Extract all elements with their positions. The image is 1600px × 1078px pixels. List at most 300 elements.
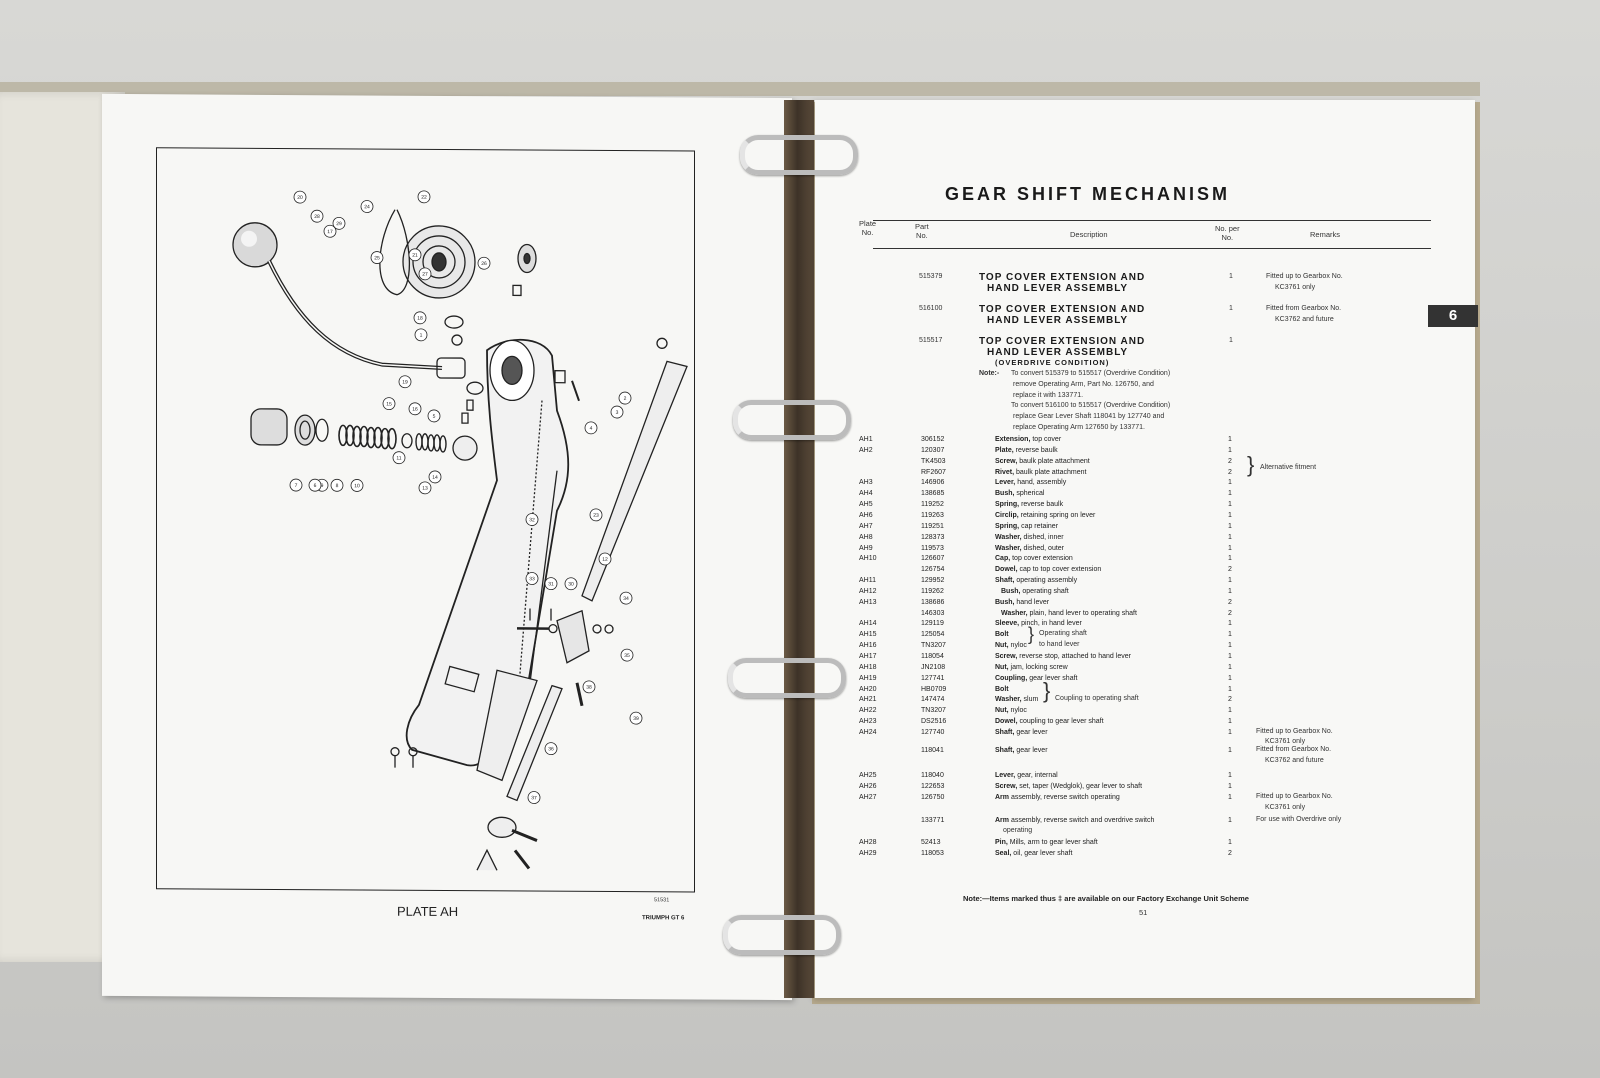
part-description: Bush, hand lever	[995, 598, 1050, 606]
part-name: Pin,	[995, 839, 1008, 846]
part-description: Spring, cap retainer	[995, 522, 1059, 530]
part-description-cont: operating	[1003, 827, 1033, 834]
plate-no: AH10	[859, 555, 877, 563]
part-name: Plate,	[995, 446, 1014, 454]
table-row	[815, 564, 1475, 575]
table-row	[815, 434, 1475, 445]
part-no: 125054	[921, 631, 945, 639]
part-name: Lever,	[995, 479, 1016, 487]
part-no: 306152	[921, 436, 945, 443]
table-row	[815, 510, 1475, 521]
table-row	[815, 781, 1475, 792]
part-name: Circlip,	[995, 511, 1019, 519]
callout-27	[419, 268, 431, 280]
assembly-title-line: HAND LEVER ASSEMBLY	[987, 347, 1129, 358]
table-row	[815, 521, 1475, 532]
part-no: 129119	[921, 620, 944, 628]
page-number: 51	[1139, 908, 1148, 917]
part-name: Washer,	[995, 696, 1022, 704]
plate-no: AH25	[859, 772, 877, 779]
plate-no: AH28	[859, 839, 877, 846]
page-title: GEAR SHIFT MECHANISM	[945, 184, 1230, 204]
part-no: 118053	[921, 850, 944, 857]
plate-no: AH22	[859, 707, 877, 715]
part-description: Lever, gear, internal	[995, 772, 1058, 779]
book-name: TRIUMPH GT 6	[642, 915, 685, 922]
table-row	[815, 618, 1475, 629]
part-qty: 1	[1228, 663, 1232, 671]
part-remark: Fitted up to Gearbox No.	[1256, 727, 1333, 735]
callout-28	[311, 210, 323, 222]
top-cover-extension	[407, 339, 569, 766]
part-qty: 1	[1228, 533, 1232, 541]
part-qty: 2	[1228, 850, 1232, 857]
callout-31	[545, 578, 557, 590]
part-no: 138686	[921, 598, 945, 606]
part-description: Nut, nyloc	[995, 707, 1027, 715]
part-description	[995, 629, 1009, 640]
part-name: Arm	[995, 817, 1010, 824]
part-name: Bolt	[995, 631, 1009, 639]
note-line: replace Gear Lever Shaft 118041 by 127740 and	[1013, 413, 1165, 421]
svg-text:31: 31	[548, 581, 554, 588]
svg-text:25: 25	[374, 255, 380, 262]
part-remark: KC3761 only	[1265, 738, 1306, 746]
operating-shaft	[582, 361, 687, 602]
callout-34	[620, 592, 632, 604]
plate-no: AH12	[859, 587, 877, 595]
callout-8	[331, 479, 343, 491]
part-name: Arm	[995, 794, 1010, 801]
part-no: 127740	[921, 728, 945, 736]
part-description: Bush, spherical	[995, 490, 1045, 498]
svg-text:2: 2	[623, 395, 627, 402]
part-remark: Fitted from Gearbox No.	[1256, 746, 1332, 753]
part-no: 133771	[921, 817, 945, 824]
right-page-parts-list	[815, 100, 1475, 998]
part-no: 120307	[921, 446, 945, 454]
part-name: Dowel,	[995, 566, 1018, 574]
svg-text:39: 39	[633, 715, 639, 722]
part-name: Screw,	[995, 653, 1018, 660]
part-no: 147474	[921, 696, 945, 704]
plate-no: AH4	[859, 490, 873, 498]
spring-coil	[339, 425, 396, 448]
part-qty: 1	[1228, 772, 1232, 779]
part-description: Lever, hand, assembly	[995, 479, 1067, 487]
callout-16	[409, 403, 421, 415]
part-no: 127741	[921, 674, 945, 682]
svg-text:20: 20	[297, 194, 303, 201]
assembly-part-no: 516100	[919, 305, 943, 312]
plate-label: PLATE AH	[397, 903, 459, 920]
note-line: replace Operating Arm 127650 by 133771.	[1013, 424, 1145, 431]
part-qty: 1	[1228, 718, 1232, 726]
callout-4	[585, 422, 597, 434]
svg-text:35: 35	[624, 652, 630, 659]
svg-text:10: 10	[354, 483, 360, 490]
table-row	[815, 608, 1475, 619]
svg-text:14: 14	[432, 474, 438, 481]
assembly-title-line: HAND LEVER ASSEMBLY	[987, 315, 1129, 326]
part-no: 138685	[921, 490, 945, 498]
part-remark: Fitted up to Gearbox No.	[1256, 793, 1333, 800]
plate-no: AH27	[859, 794, 877, 801]
callout-19	[399, 376, 411, 388]
plate-no: AH7	[859, 522, 873, 530]
part-description: Screw, reverse stop, attached to hand lever	[995, 653, 1131, 660]
part-no: RF2607	[921, 468, 946, 476]
part-description: Cap, top cover extension	[995, 555, 1073, 563]
callout-32	[526, 513, 538, 525]
part-qty: 2	[1228, 468, 1232, 476]
plate-no: AH24	[859, 728, 877, 736]
svg-text:12: 12	[602, 556, 608, 563]
table-row	[815, 651, 1475, 662]
part-qty: 1	[1228, 674, 1232, 682]
part-no: 126754	[921, 566, 945, 574]
part-name: Bolt	[995, 685, 1009, 693]
part-no: 119252	[921, 501, 944, 509]
part-description: Pin, Mills, arm to gear lever shaft	[995, 839, 1098, 846]
brace-coupling: }	[1043, 678, 1051, 703]
table-row	[815, 499, 1475, 510]
part-no: JN2108	[921, 663, 946, 671]
header-rule-top	[873, 220, 1431, 221]
part-qty: 1	[1228, 501, 1232, 509]
callout-13	[419, 482, 431, 494]
plate-no: AH13	[859, 598, 877, 606]
part-qty: 1	[1228, 555, 1232, 563]
part-qty: 1	[1228, 511, 1232, 519]
assembly-title-line: HAND LEVER ASSEMBLY	[987, 283, 1129, 294]
part-qty: 2	[1228, 598, 1232, 606]
part-description: Sleeve, pinch, in hand lever	[995, 620, 1082, 628]
part-qty: 1	[1228, 577, 1232, 585]
svg-text:38: 38	[586, 684, 592, 691]
svg-text:19: 19	[402, 379, 408, 386]
left-page-plate	[102, 94, 792, 1000]
callout-6	[309, 479, 321, 491]
part-no: 119263	[921, 511, 944, 519]
callout-23	[590, 509, 602, 521]
plate-no: AH9	[859, 544, 873, 552]
table-row	[815, 575, 1475, 586]
part-qty: 1	[1228, 642, 1232, 650]
part-name: Washer,	[995, 544, 1022, 552]
table-row	[815, 553, 1475, 564]
plate-no: AH8	[859, 533, 873, 541]
part-name: Screw,	[995, 783, 1018, 790]
svg-text:3: 3	[615, 409, 619, 416]
note-line: remove Operating Arm, Part No. 126750, and	[1013, 380, 1154, 388]
cap-part	[251, 409, 287, 445]
plate-no: AH20	[859, 685, 877, 693]
exploded-diagram	[157, 148, 694, 891]
svg-text:30: 30	[568, 581, 574, 588]
part-no: DS2516	[921, 718, 947, 726]
part-qty: 2	[1228, 566, 1232, 574]
part-remark: KC3761 only	[1265, 803, 1306, 811]
brace-operating: }	[1028, 624, 1035, 644]
plate-no: AH19	[859, 674, 877, 682]
part-no: HB0709	[921, 685, 947, 693]
table-row	[815, 532, 1475, 543]
part-name: Shaft,	[995, 747, 1015, 754]
table-row	[815, 727, 1475, 738]
part-description: Coupling, gear lever shaft	[995, 674, 1078, 682]
part-name: Washer,	[1001, 609, 1028, 617]
part-name: Cap,	[995, 555, 1011, 563]
svg-text:32: 32	[529, 517, 535, 524]
svg-text:4: 4	[589, 425, 593, 432]
callout-21	[409, 249, 421, 261]
callout-20	[294, 191, 306, 203]
svg-text:17: 17	[327, 229, 333, 236]
part-description: Plate, reverse baulk	[995, 446, 1058, 454]
svg-text:8: 8	[335, 483, 339, 490]
part-description: Nut, jam, locking screw	[995, 663, 1068, 671]
table-row	[815, 745, 1475, 756]
table-row	[815, 445, 1475, 456]
part-qty: 2	[1228, 457, 1232, 465]
svg-text:15: 15	[386, 401, 392, 408]
callout-7	[290, 479, 302, 491]
table-row	[815, 705, 1475, 716]
brace-to-hand-label: to hand lever	[1039, 641, 1080, 648]
callout-18	[414, 312, 426, 324]
callout-33	[526, 572, 538, 584]
svg-text:23: 23	[593, 512, 599, 519]
part-qty: 1	[1228, 631, 1232, 639]
part-name: Coupling,	[995, 674, 1028, 682]
part-description: Arm assembly, reverse switch operating	[995, 794, 1120, 801]
callout-15	[383, 398, 395, 410]
part-qty: 1	[1228, 685, 1232, 693]
table-row	[815, 456, 1475, 467]
part-qty: 1	[1228, 620, 1232, 628]
part-description: Washer, slum	[995, 696, 1039, 704]
svg-text:7: 7	[294, 482, 298, 489]
svg-text:11: 11	[396, 455, 402, 462]
part-qty: 1	[1228, 587, 1232, 595]
table-row	[815, 488, 1475, 499]
callout-11	[393, 452, 405, 464]
part-name: Nut,	[995, 663, 1009, 671]
callout-25	[371, 252, 383, 264]
part-qty: 2	[1228, 696, 1232, 704]
part-qty: 1	[1228, 817, 1232, 824]
svg-text:36: 36	[548, 746, 554, 753]
plate-no: AH11	[859, 577, 876, 585]
assembly-part-no: 515379	[919, 273, 943, 280]
part-remark: KC3762 and future	[1265, 756, 1324, 764]
assembly-title-line: (OVERDRIVE CONDITION)	[995, 358, 1110, 367]
part-no: 52413	[921, 839, 941, 846]
table-row	[815, 597, 1475, 608]
plate-no: AH6	[859, 511, 873, 519]
part-description: Bush, operating shaft	[1001, 587, 1069, 595]
part-name: Nut,	[995, 642, 1009, 650]
part-qty: 1	[1228, 794, 1232, 801]
binder-spine	[784, 100, 814, 998]
svg-text:6: 6	[313, 482, 317, 490]
header-description: Description	[1070, 230, 1108, 239]
assembly-remark: KC3761 only	[1275, 283, 1316, 291]
section-tab[interactable]: 6	[1428, 305, 1478, 327]
svg-text:21: 21	[412, 252, 418, 259]
part-description: Dowel, cap to top cover extension	[995, 566, 1102, 574]
part-name: Spring,	[995, 522, 1020, 530]
part-name: Bush,	[995, 490, 1015, 498]
part-no: 126750	[921, 794, 945, 801]
table-row	[815, 543, 1475, 554]
part-qty: 1	[1228, 490, 1232, 498]
assembly-remark: Fitted up to Gearbox No.	[1266, 273, 1343, 280]
table-row	[815, 770, 1475, 781]
table-row	[815, 684, 1475, 695]
part-no: 129952	[921, 577, 945, 585]
table-row	[815, 477, 1475, 488]
binder-ring-3	[728, 658, 846, 698]
part-qty: 1	[1228, 544, 1232, 552]
part-no: 126607	[921, 555, 945, 563]
table-row	[815, 640, 1475, 651]
svg-text:16: 16	[412, 406, 418, 413]
svg-text:29: 29	[336, 221, 342, 228]
part-name: Spring,	[995, 501, 1020, 509]
part-description: Washer, dished, outer	[995, 544, 1065, 552]
diagram-frame	[156, 147, 695, 892]
callout-30	[565, 578, 577, 590]
svg-text:9: 9	[320, 483, 324, 490]
coupling	[557, 611, 589, 663]
callout-35	[621, 649, 633, 661]
callout-17	[324, 225, 336, 237]
part-no: TN3207	[921, 642, 946, 650]
svg-text:28: 28	[314, 213, 320, 221]
callout-37	[528, 791, 540, 803]
binder-ring-4	[723, 915, 841, 955]
part-description: Screw, set, taper (Wedglok), gear lever to shaft	[995, 783, 1143, 790]
part-description	[995, 684, 1009, 695]
header-remarks: Remarks	[1310, 230, 1341, 239]
callout-10	[351, 479, 363, 491]
part-name: Nut,	[995, 707, 1009, 715]
part-name: Bush,	[1001, 587, 1021, 595]
binder-ring-1	[740, 135, 858, 175]
plate-no: AH26	[859, 783, 877, 790]
assembly-title-line: TOP COVER EXTENSION AND	[979, 304, 1146, 315]
svg-text:24: 24	[364, 204, 370, 211]
assembly-title-line: TOP COVER EXTENSION AND	[979, 336, 1146, 347]
note-line: To convert 515379 to 515517 (Overdrive Condition)	[1011, 370, 1171, 377]
part-qty: 2	[1228, 609, 1232, 617]
note-line: replace it with 133771.	[1013, 391, 1084, 399]
part-description: Screw, baulk plate attachment	[995, 457, 1090, 465]
svg-text:13: 13	[422, 485, 428, 492]
table-row	[815, 837, 1475, 848]
part-qty: 1	[1228, 747, 1232, 754]
plate-no: AH23	[859, 718, 877, 726]
part-name: Seal,	[995, 850, 1012, 857]
part-no: 118040	[921, 772, 944, 779]
part-qty: 1	[1228, 653, 1232, 660]
header-part-no: Part No.	[915, 222, 929, 240]
callout-36	[545, 743, 557, 755]
part-no: 119262	[921, 587, 944, 595]
part-qty: 1	[1228, 436, 1232, 443]
svg-text:33: 33	[529, 576, 535, 583]
callout-1	[415, 329, 427, 341]
part-description: Dowel, coupling to gear lever shaft	[995, 718, 1104, 726]
part-description: Spring, reverse baulk	[995, 501, 1064, 509]
part-qty: 1	[1228, 839, 1232, 846]
part-name: Shaft,	[995, 577, 1015, 585]
callout-2	[619, 392, 631, 404]
brace-alternative-label: Alternative fitment	[1260, 464, 1317, 471]
brace-operating-label: Operating shaft	[1039, 630, 1087, 637]
assembly-part-no: 515517	[919, 337, 943, 344]
part-description: Arm assembly, reverse switch and overdrive switch	[995, 817, 1155, 824]
part-name: Washer,	[995, 533, 1022, 541]
svg-text:37: 37	[531, 795, 537, 802]
header-rule-bottom	[873, 248, 1431, 249]
plate-no: AH5	[859, 501, 873, 509]
svg-text:26: 26	[481, 261, 487, 268]
part-remark: For use with Overdrive only	[1256, 816, 1342, 823]
callout-5	[428, 410, 440, 422]
part-description: Shaft, gear lever	[995, 747, 1048, 754]
svg-text:27: 27	[422, 271, 428, 278]
svg-text:34: 34	[623, 595, 629, 602]
plate-no: AH18	[859, 663, 877, 671]
table-row	[815, 662, 1475, 673]
part-no: 146906	[921, 479, 945, 487]
part-no: 122653	[921, 783, 945, 790]
svg-text:22: 22	[421, 194, 427, 201]
part-qty: 1	[1228, 479, 1232, 487]
part-qty: 1	[1228, 707, 1232, 715]
part-no: 128373	[921, 533, 945, 541]
part-name: Screw,	[995, 457, 1018, 465]
part-description: Washer, dished, inner	[995, 533, 1064, 541]
note-line: To convert 516100 to 515517 (Overdrive Condition)	[1011, 402, 1171, 410]
part-name: Rivet,	[995, 468, 1015, 476]
part-name: Extension,	[995, 436, 1031, 443]
callout-14	[429, 471, 441, 483]
callout-3	[611, 406, 623, 418]
footnote: Note:—Items marked thus ‡ are available on our Factory Exchange Unit Scheme	[963, 894, 1249, 903]
callout-39	[630, 712, 642, 724]
part-description: Rivet, baulk plate attachment	[995, 468, 1087, 476]
table-row	[815, 694, 1475, 705]
part-no: TN3207	[921, 707, 946, 715]
plate-no: AH17	[859, 653, 877, 660]
plate-no: AH14	[859, 620, 877, 628]
svg-text:1: 1	[419, 332, 423, 339]
assembly-qty: 1	[1229, 305, 1233, 312]
plate-no: AH3	[859, 479, 873, 487]
plate-no: AH1	[859, 436, 873, 443]
part-description: Seal, oil, gear lever shaft	[995, 850, 1073, 857]
part-description: Washer, plain, hand lever to operating shaft	[1001, 609, 1137, 617]
part-description: Nut, nyloc	[995, 642, 1027, 650]
plate-no: AH16	[859, 642, 877, 650]
part-name: Shaft,	[995, 728, 1015, 736]
table-row	[815, 629, 1475, 640]
callout-38	[583, 681, 595, 693]
